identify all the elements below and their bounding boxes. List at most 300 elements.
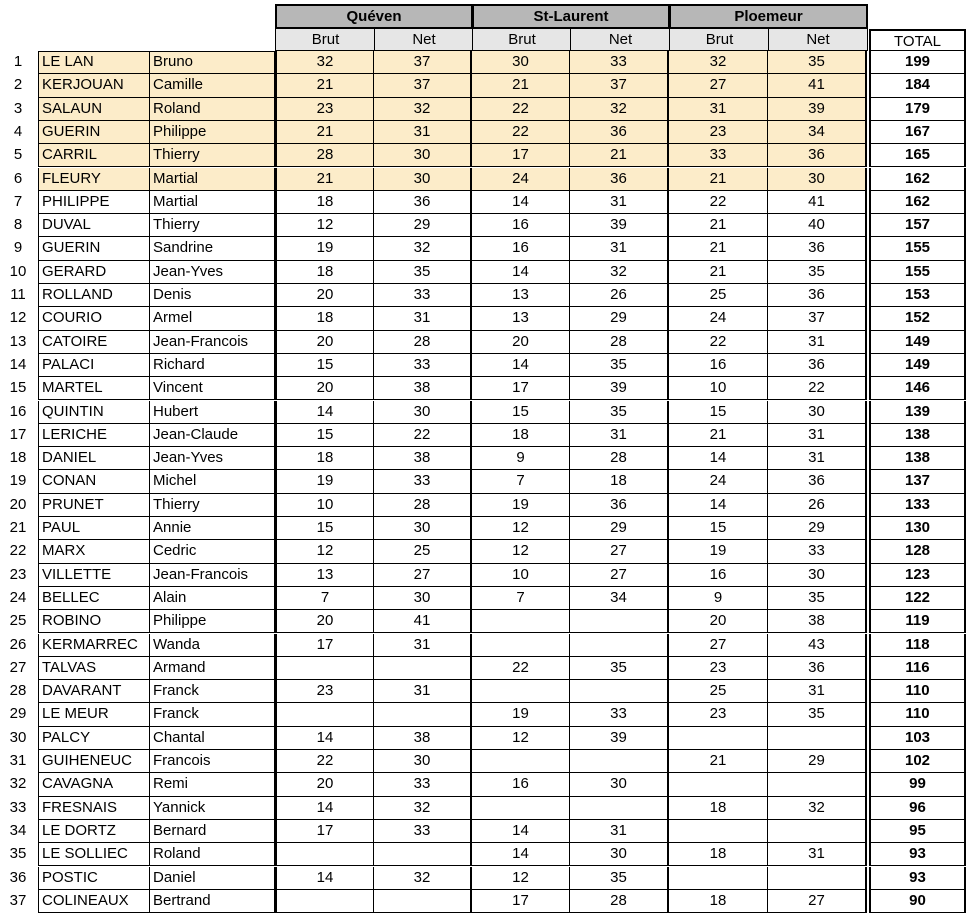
total-cell[interactable]: 162 [869, 191, 966, 214]
score-cell-brut[interactable] [472, 750, 570, 773]
score-cell-brut[interactable]: 14 [472, 261, 570, 284]
total-cell[interactable]: 152 [869, 307, 966, 330]
score-cell-net[interactable]: 30 [374, 517, 472, 540]
last-name-cell[interactable]: GUIHENEUC [38, 750, 150, 773]
first-name-cell[interactable]: Philippe [150, 121, 275, 144]
score-cell-brut[interactable]: 22 [669, 191, 768, 214]
score-cell-brut[interactable]: 20 [275, 610, 374, 633]
score-cell-net[interactable] [374, 657, 472, 680]
score-cell-brut[interactable]: 14 [275, 867, 374, 890]
score-cell-net[interactable]: 31 [768, 680, 867, 703]
last-name-cell[interactable]: GUERIN [38, 237, 150, 260]
total-cell[interactable]: 199 [869, 51, 966, 74]
score-cell-brut[interactable]: 20 [275, 284, 374, 307]
last-name-cell[interactable]: LERICHE [38, 424, 150, 447]
total-cell[interactable]: 128 [869, 540, 966, 563]
score-cell-net[interactable]: 28 [570, 890, 669, 913]
first-name-cell[interactable]: Jean-Yves [150, 447, 275, 470]
score-cell-brut[interactable] [472, 610, 570, 633]
score-cell-net[interactable]: 30 [374, 168, 472, 191]
score-cell-brut[interactable]: 21 [275, 74, 374, 97]
score-cell-brut[interactable]: 20 [472, 331, 570, 354]
last-name-cell[interactable]: PALACI [38, 354, 150, 377]
score-cell-brut[interactable] [472, 797, 570, 820]
score-cell-brut[interactable]: 18 [275, 447, 374, 470]
last-name-cell[interactable]: QUINTIN [38, 401, 150, 424]
score-cell-brut[interactable] [669, 727, 768, 750]
score-cell-brut[interactable]: 12 [275, 540, 374, 563]
score-cell-net[interactable]: 40 [768, 214, 867, 237]
score-cell-net[interactable]: 35 [768, 703, 867, 726]
first-name-cell[interactable]: Franck [150, 680, 275, 703]
first-name-cell[interactable]: Bertrand [150, 890, 275, 913]
score-cell-net[interactable]: 32 [374, 867, 472, 890]
score-cell-net[interactable]: 33 [374, 354, 472, 377]
score-cell-brut[interactable]: 23 [275, 98, 374, 121]
score-cell-net[interactable]: 31 [374, 634, 472, 657]
score-cell-net[interactable]: 22 [374, 424, 472, 447]
first-name-cell[interactable]: Cedric [150, 540, 275, 563]
total-cell[interactable]: 110 [869, 703, 966, 726]
score-cell-brut[interactable]: 18 [669, 843, 768, 866]
score-cell-brut[interactable]: 15 [669, 517, 768, 540]
score-cell-net[interactable]: 22 [768, 377, 867, 400]
score-cell-brut[interactable]: 19 [472, 703, 570, 726]
total-cell[interactable]: 93 [869, 843, 966, 866]
score-cell-brut[interactable]: 17 [472, 144, 570, 167]
first-name-cell[interactable]: Yannick [150, 797, 275, 820]
score-cell-net[interactable] [768, 867, 867, 890]
score-cell-brut[interactable]: 25 [669, 284, 768, 307]
score-cell-net[interactable] [570, 634, 669, 657]
last-name-cell[interactable]: LE SOLLIEC [38, 843, 150, 866]
score-cell-brut[interactable]: 17 [275, 820, 374, 843]
score-cell-net[interactable]: 32 [374, 797, 472, 820]
score-cell-net[interactable]: 33 [374, 284, 472, 307]
first-name-cell[interactable]: Camille [150, 74, 275, 97]
first-name-cell[interactable]: Bruno [150, 51, 275, 74]
score-cell-net[interactable]: 33 [768, 540, 867, 563]
total-cell[interactable]: 133 [869, 494, 966, 517]
score-cell-brut[interactable]: 9 [669, 587, 768, 610]
score-cell-net[interactable] [570, 610, 669, 633]
last-name-cell[interactable]: DUVAL [38, 214, 150, 237]
score-cell-brut[interactable]: 17 [472, 890, 570, 913]
score-cell-net[interactable]: 31 [768, 447, 867, 470]
score-cell-net[interactable] [570, 680, 669, 703]
total-cell[interactable]: 179 [869, 98, 966, 121]
score-cell-brut[interactable] [669, 820, 768, 843]
score-cell-brut[interactable]: 22 [472, 98, 570, 121]
score-cell-brut[interactable]: 7 [472, 587, 570, 610]
first-name-cell[interactable]: Alain [150, 587, 275, 610]
score-cell-brut[interactable]: 7 [472, 470, 570, 493]
score-cell-net[interactable]: 30 [768, 564, 867, 587]
score-cell-net[interactable]: 32 [374, 237, 472, 260]
score-cell-net[interactable]: 30 [570, 843, 669, 866]
score-cell-net[interactable]: 31 [570, 820, 669, 843]
score-cell-net[interactable] [768, 727, 867, 750]
score-cell-brut[interactable]: 10 [275, 494, 374, 517]
score-cell-net[interactable]: 36 [768, 470, 867, 493]
score-cell-net[interactable]: 35 [570, 354, 669, 377]
total-cell[interactable]: 99 [869, 773, 966, 796]
score-cell-net[interactable]: 41 [768, 191, 867, 214]
total-cell[interactable]: 122 [869, 587, 966, 610]
first-name-cell[interactable]: Jean-Claude [150, 424, 275, 447]
score-cell-brut[interactable]: 17 [275, 634, 374, 657]
score-cell-brut[interactable] [275, 657, 374, 680]
first-name-cell[interactable]: Hubert [150, 401, 275, 424]
score-cell-net[interactable]: 36 [768, 354, 867, 377]
total-cell[interactable]: 130 [869, 517, 966, 540]
score-cell-brut[interactable]: 13 [472, 284, 570, 307]
first-name-cell[interactable]: Denis [150, 284, 275, 307]
score-cell-brut[interactable]: 20 [275, 331, 374, 354]
score-cell-net[interactable]: 35 [570, 401, 669, 424]
score-cell-net[interactable]: 18 [570, 470, 669, 493]
score-cell-net[interactable]: 36 [768, 284, 867, 307]
first-name-cell[interactable]: Roland [150, 98, 275, 121]
first-name-cell[interactable]: Franck [150, 703, 275, 726]
score-cell-brut[interactable]: 21 [472, 74, 570, 97]
score-cell-net[interactable]: 30 [570, 773, 669, 796]
score-cell-brut[interactable]: 7 [275, 587, 374, 610]
score-cell-brut[interactable] [275, 703, 374, 726]
score-cell-brut[interactable]: 18 [669, 797, 768, 820]
last-name-cell[interactable]: GERARD [38, 261, 150, 284]
first-name-cell[interactable]: Thierry [150, 144, 275, 167]
score-cell-net[interactable]: 35 [768, 51, 867, 74]
score-cell-net[interactable]: 30 [374, 750, 472, 773]
score-cell-net[interactable]: 26 [768, 494, 867, 517]
score-cell-net[interactable]: 34 [768, 121, 867, 144]
score-cell-net[interactable]: 30 [768, 401, 867, 424]
score-cell-net[interactable]: 27 [570, 564, 669, 587]
first-name-cell[interactable]: Daniel [150, 867, 275, 890]
score-cell-net[interactable]: 28 [570, 331, 669, 354]
score-cell-net[interactable]: 30 [374, 587, 472, 610]
last-name-cell[interactable]: LE MEUR [38, 703, 150, 726]
last-name-cell[interactable]: BELLEC [38, 587, 150, 610]
score-cell-net[interactable]: 36 [570, 168, 669, 191]
score-cell-net[interactable] [374, 703, 472, 726]
score-cell-brut[interactable]: 15 [275, 517, 374, 540]
score-cell-net[interactable]: 35 [570, 657, 669, 680]
score-cell-brut[interactable]: 9 [472, 447, 570, 470]
total-cell[interactable]: 155 [869, 237, 966, 260]
last-name-cell[interactable]: TALVAS [38, 657, 150, 680]
score-cell-net[interactable]: 39 [570, 214, 669, 237]
score-cell-brut[interactable]: 19 [669, 540, 768, 563]
score-cell-net[interactable]: 37 [374, 51, 472, 74]
score-cell-brut[interactable] [275, 890, 374, 913]
score-cell-brut[interactable]: 23 [669, 121, 768, 144]
score-cell-brut[interactable]: 27 [669, 74, 768, 97]
total-cell[interactable]: 165 [869, 144, 966, 167]
score-cell-net[interactable]: 31 [768, 843, 867, 866]
score-cell-brut[interactable]: 32 [669, 51, 768, 74]
score-cell-net[interactable]: 31 [570, 191, 669, 214]
score-cell-net[interactable]: 36 [570, 494, 669, 517]
last-name-cell[interactable]: CAVAGNA [38, 773, 150, 796]
score-cell-net[interactable]: 35 [768, 261, 867, 284]
score-cell-brut[interactable]: 12 [275, 214, 374, 237]
score-cell-net[interactable]: 37 [570, 74, 669, 97]
score-cell-brut[interactable]: 14 [275, 401, 374, 424]
last-name-cell[interactable]: CARRIL [38, 144, 150, 167]
score-cell-net[interactable]: 38 [374, 727, 472, 750]
last-name-cell[interactable]: LE LAN [38, 51, 150, 74]
first-name-cell[interactable]: Richard [150, 354, 275, 377]
score-cell-net[interactable]: 37 [768, 307, 867, 330]
score-cell-brut[interactable]: 16 [669, 354, 768, 377]
first-name-cell[interactable]: Martial [150, 168, 275, 191]
score-cell-net[interactable]: 32 [374, 98, 472, 121]
last-name-cell[interactable]: SALAUN [38, 98, 150, 121]
score-cell-brut[interactable]: 21 [669, 750, 768, 773]
score-cell-brut[interactable]: 15 [472, 401, 570, 424]
score-cell-net[interactable] [374, 843, 472, 866]
first-name-cell[interactable]: Annie [150, 517, 275, 540]
last-name-cell[interactable]: VILLETTE [38, 564, 150, 587]
total-cell[interactable]: 146 [869, 377, 966, 400]
score-cell-brut[interactable] [275, 843, 374, 866]
score-cell-brut[interactable]: 32 [275, 51, 374, 74]
score-cell-net[interactable]: 37 [374, 74, 472, 97]
last-name-cell[interactable]: DAVARANT [38, 680, 150, 703]
score-cell-net[interactable]: 35 [570, 867, 669, 890]
score-cell-brut[interactable]: 14 [275, 727, 374, 750]
score-cell-brut[interactable]: 15 [669, 401, 768, 424]
score-cell-brut[interactable]: 16 [472, 773, 570, 796]
first-name-cell[interactable]: Jean-Yves [150, 261, 275, 284]
score-cell-net[interactable]: 31 [570, 237, 669, 260]
score-cell-net[interactable] [570, 750, 669, 773]
score-cell-brut[interactable]: 20 [275, 773, 374, 796]
first-name-cell[interactable]: Thierry [150, 494, 275, 517]
score-cell-brut[interactable]: 21 [669, 214, 768, 237]
first-name-cell[interactable]: Wanda [150, 634, 275, 657]
score-cell-brut[interactable]: 24 [669, 470, 768, 493]
score-cell-brut[interactable]: 14 [669, 447, 768, 470]
total-cell[interactable]: 149 [869, 331, 966, 354]
score-cell-net[interactable]: 36 [570, 121, 669, 144]
score-cell-brut[interactable]: 14 [472, 354, 570, 377]
score-cell-brut[interactable]: 20 [275, 377, 374, 400]
score-cell-brut[interactable]: 19 [275, 237, 374, 260]
total-cell[interactable]: 138 [869, 424, 966, 447]
first-name-cell[interactable]: Michel [150, 470, 275, 493]
last-name-cell[interactable]: CATOIRE [38, 331, 150, 354]
score-cell-brut[interactable]: 19 [472, 494, 570, 517]
score-cell-brut[interactable] [669, 867, 768, 890]
score-cell-net[interactable]: 36 [374, 191, 472, 214]
first-name-cell[interactable]: Vincent [150, 377, 275, 400]
score-cell-brut[interactable]: 16 [472, 237, 570, 260]
score-cell-brut[interactable]: 25 [669, 680, 768, 703]
score-cell-net[interactable]: 43 [768, 634, 867, 657]
score-cell-brut[interactable]: 22 [472, 657, 570, 680]
score-cell-net[interactable]: 35 [374, 261, 472, 284]
last-name-cell[interactable]: LE DORTZ [38, 820, 150, 843]
score-cell-net[interactable]: 26 [570, 284, 669, 307]
first-name-cell[interactable]: Philippe [150, 610, 275, 633]
score-cell-brut[interactable]: 30 [472, 51, 570, 74]
score-cell-brut[interactable]: 21 [275, 168, 374, 191]
first-name-cell[interactable]: Armel [150, 307, 275, 330]
score-cell-net[interactable]: 29 [570, 517, 669, 540]
score-cell-net[interactable] [768, 820, 867, 843]
score-cell-net[interactable]: 36 [768, 144, 867, 167]
score-cell-net[interactable] [374, 890, 472, 913]
score-cell-brut[interactable]: 10 [669, 377, 768, 400]
score-cell-net[interactable]: 31 [374, 680, 472, 703]
score-cell-net[interactable]: 30 [768, 168, 867, 191]
score-cell-net[interactable]: 36 [768, 237, 867, 260]
last-name-cell[interactable]: FLEURY [38, 168, 150, 191]
total-cell[interactable]: 139 [869, 401, 966, 424]
score-cell-brut[interactable]: 27 [669, 634, 768, 657]
score-cell-brut[interactable]: 23 [275, 680, 374, 703]
score-cell-brut[interactable]: 21 [669, 237, 768, 260]
first-name-cell[interactable]: Jean-Francois [150, 564, 275, 587]
score-cell-brut[interactable]: 19 [275, 470, 374, 493]
score-cell-brut[interactable]: 14 [472, 191, 570, 214]
first-name-cell[interactable]: Armand [150, 657, 275, 680]
score-cell-brut[interactable]: 12 [472, 540, 570, 563]
score-cell-net[interactable]: 30 [374, 401, 472, 424]
score-cell-brut[interactable]: 21 [669, 424, 768, 447]
score-cell-brut[interactable]: 18 [275, 307, 374, 330]
score-cell-brut[interactable]: 13 [472, 307, 570, 330]
score-cell-net[interactable]: 21 [570, 144, 669, 167]
score-cell-net[interactable]: 32 [768, 797, 867, 820]
last-name-cell[interactable]: PALCY [38, 727, 150, 750]
first-name-cell[interactable]: Sandrine [150, 237, 275, 260]
score-cell-net[interactable]: 39 [570, 727, 669, 750]
first-name-cell[interactable]: Thierry [150, 214, 275, 237]
score-cell-net[interactable]: 33 [374, 773, 472, 796]
first-name-cell[interactable]: Martial [150, 191, 275, 214]
total-cell[interactable]: 162 [869, 168, 966, 191]
last-name-cell[interactable]: PHILIPPE [38, 191, 150, 214]
last-name-cell[interactable]: KERMARREC [38, 634, 150, 657]
first-name-cell[interactable]: Jean-Francois [150, 331, 275, 354]
first-name-cell[interactable]: Roland [150, 843, 275, 866]
score-cell-net[interactable]: 32 [570, 261, 669, 284]
total-cell[interactable]: 103 [869, 727, 966, 750]
first-name-cell[interactable]: Remi [150, 773, 275, 796]
first-name-cell[interactable]: Bernard [150, 820, 275, 843]
score-cell-net[interactable] [570, 797, 669, 820]
score-cell-net[interactable]: 27 [570, 540, 669, 563]
score-cell-net[interactable]: 38 [374, 447, 472, 470]
last-name-cell[interactable]: POSTIC [38, 867, 150, 890]
score-cell-brut[interactable]: 16 [472, 214, 570, 237]
score-cell-net[interactable]: 36 [768, 657, 867, 680]
score-cell-net[interactable]: 29 [374, 214, 472, 237]
total-cell[interactable]: 184 [869, 74, 966, 97]
score-cell-brut[interactable]: 18 [275, 191, 374, 214]
total-cell[interactable]: 167 [869, 121, 966, 144]
first-name-cell[interactable]: Chantal [150, 727, 275, 750]
last-name-cell[interactable]: CONAN [38, 470, 150, 493]
score-cell-brut[interactable]: 18 [275, 261, 374, 284]
score-cell-brut[interactable] [472, 634, 570, 657]
score-cell-net[interactable]: 29 [768, 517, 867, 540]
score-cell-net[interactable]: 38 [768, 610, 867, 633]
last-name-cell[interactable]: COURIO [38, 307, 150, 330]
score-cell-net[interactable]: 33 [374, 820, 472, 843]
total-cell[interactable]: 155 [869, 261, 966, 284]
total-cell[interactable]: 95 [869, 820, 966, 843]
score-cell-brut[interactable]: 13 [275, 564, 374, 587]
score-cell-brut[interactable]: 10 [472, 564, 570, 587]
score-cell-brut[interactable]: 21 [275, 121, 374, 144]
score-cell-net[interactable]: 27 [768, 890, 867, 913]
score-cell-brut[interactable]: 16 [669, 564, 768, 587]
total-cell[interactable]: 138 [869, 447, 966, 470]
score-cell-brut[interactable]: 14 [472, 820, 570, 843]
score-cell-net[interactable]: 39 [768, 98, 867, 121]
score-cell-net[interactable]: 38 [374, 377, 472, 400]
score-cell-brut[interactable]: 12 [472, 517, 570, 540]
last-name-cell[interactable]: KERJOUAN [38, 74, 150, 97]
last-name-cell[interactable]: DANIEL [38, 447, 150, 470]
total-cell[interactable]: 96 [869, 797, 966, 820]
last-name-cell[interactable]: ROLLAND [38, 284, 150, 307]
total-cell[interactable]: 149 [869, 354, 966, 377]
score-cell-net[interactable]: 28 [374, 494, 472, 517]
score-cell-net[interactable]: 35 [768, 587, 867, 610]
total-cell[interactable]: 110 [869, 680, 966, 703]
score-cell-brut[interactable]: 31 [669, 98, 768, 121]
score-cell-net[interactable]: 32 [570, 98, 669, 121]
score-cell-brut[interactable]: 17 [472, 377, 570, 400]
score-cell-brut[interactable]: 22 [472, 121, 570, 144]
score-cell-net[interactable]: 33 [374, 470, 472, 493]
score-cell-net[interactable]: 33 [570, 703, 669, 726]
first-name-cell[interactable]: Francois [150, 750, 275, 773]
total-cell[interactable]: 90 [869, 890, 966, 913]
score-cell-net[interactable]: 28 [374, 331, 472, 354]
score-cell-brut[interactable]: 20 [669, 610, 768, 633]
score-cell-brut[interactable]: 22 [275, 750, 374, 773]
score-cell-brut[interactable] [669, 773, 768, 796]
score-cell-brut[interactable]: 23 [669, 657, 768, 680]
score-cell-net[interactable]: 29 [768, 750, 867, 773]
total-cell[interactable]: 123 [869, 564, 966, 587]
last-name-cell[interactable]: GUERIN [38, 121, 150, 144]
total-cell[interactable]: 119 [869, 610, 966, 633]
last-name-cell[interactable]: COLINEAUX [38, 890, 150, 913]
score-cell-brut[interactable]: 15 [275, 354, 374, 377]
score-cell-brut[interactable] [472, 680, 570, 703]
total-cell[interactable]: 157 [869, 214, 966, 237]
last-name-cell[interactable]: PRUNET [38, 494, 150, 517]
total-cell[interactable]: 116 [869, 657, 966, 680]
score-cell-net[interactable]: 33 [570, 51, 669, 74]
last-name-cell[interactable]: MARTEL [38, 377, 150, 400]
score-cell-net[interactable]: 31 [570, 424, 669, 447]
score-cell-net[interactable]: 31 [768, 331, 867, 354]
score-cell-brut[interactable]: 28 [275, 144, 374, 167]
score-cell-brut[interactable]: 14 [472, 843, 570, 866]
score-cell-brut[interactable]: 15 [275, 424, 374, 447]
score-cell-brut[interactable]: 21 [669, 168, 768, 191]
score-cell-brut[interactable]: 21 [669, 261, 768, 284]
